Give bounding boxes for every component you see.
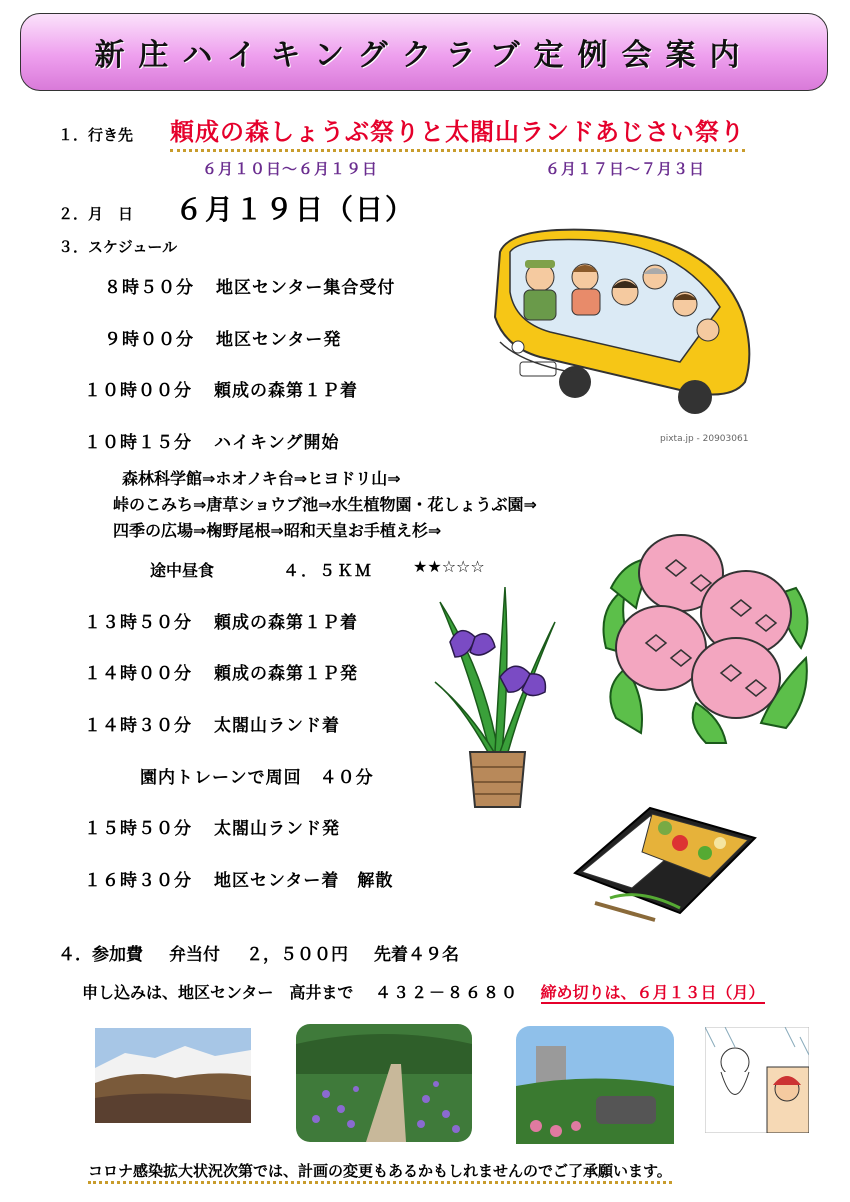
- taikoyama-land-photo: [516, 1026, 674, 1144]
- schedule-desc: 頼成の森第１Ｐ着: [214, 381, 358, 401]
- schedule-row: [104, 273, 395, 298]
- route-line: 森林科学館⇒ホオノキ台⇒ヒヨドリ山⇒: [122, 469, 401, 488]
- schedule-time: １０時００分: [84, 381, 192, 401]
- iris-illustration: [430, 582, 560, 812]
- schedule-row: [84, 376, 358, 401]
- schedule-time: １４時００分: [84, 664, 192, 684]
- schedule-label: ３．スケジュール: [58, 238, 178, 256]
- lunch-label: 途中昼食: [150, 561, 215, 580]
- page-title: 新庄ハイキングクラブ定例会案内: [94, 38, 754, 73]
- hydrangea-illustration: [596, 528, 816, 750]
- date-label: ２．月 日: [58, 205, 134, 223]
- mountain-photo: [95, 1028, 251, 1123]
- apply-text: 申し込みは、地区センター 高井まで: [82, 983, 354, 1002]
- fee-line: [58, 940, 485, 965]
- teru-teru-bozu-illustration: [705, 1027, 809, 1133]
- fee-amount: ２，５００円: [246, 945, 348, 965]
- schedule-row: [84, 866, 393, 891]
- event-name: 頼成の森しょうぶ祭りと太閤山ランドあじさい祭り: [170, 112, 745, 152]
- schedule-time: １５時５０分: [84, 819, 192, 839]
- schedule-row: [84, 428, 340, 453]
- route-line: 四季の広場⇒椈野尾根⇒昭和天皇お手植え杉⇒: [113, 521, 442, 540]
- schedule-desc: 地区センター着 解散: [214, 871, 394, 891]
- difficulty-stars: ★★☆☆☆: [413, 557, 485, 576]
- schedule-desc: 地区センター集合受付: [216, 278, 396, 298]
- schedule-time: １４時３０分: [84, 716, 192, 736]
- schedule-time: ８時５０分: [104, 278, 194, 298]
- schedule-time: １６時３０分: [84, 871, 192, 891]
- deadline: 締め切りは、６月１３日（月）: [540, 983, 765, 1002]
- schedule-time: ９時００分: [104, 330, 194, 350]
- route-line: 峠のこみち⇒唐草ショウブ池⇒水生植物園・花しょうぶ園⇒: [113, 495, 537, 514]
- schedule-desc: 太閤山ランド着: [214, 716, 340, 736]
- schedule-desc: 頼成の森第１Ｐ発: [214, 664, 358, 684]
- schedule-time: １０時１５分: [84, 433, 192, 453]
- event-date: ６月１９日（日）: [175, 193, 416, 226]
- application-line: [82, 980, 765, 1003]
- schedule-row: [104, 325, 341, 350]
- title-banner: [20, 13, 828, 91]
- schedule-row: [84, 608, 358, 633]
- distance: ４．５ＫＭ: [283, 561, 374, 580]
- bus-illustration: [480, 222, 770, 432]
- schedule-desc: 太閤山ランド発: [214, 819, 340, 839]
- train-ride: 園内トレーンで周回 ４０分: [140, 768, 374, 788]
- iris-garden-photo: [296, 1024, 472, 1142]
- fee-label: ４．参加費: [58, 945, 143, 965]
- bento-label: 弁当付: [169, 945, 220, 965]
- schedule-row: [84, 659, 358, 684]
- schedule-desc: ハイキング開始: [214, 433, 340, 453]
- schedule-time: １３時５０分: [84, 613, 192, 633]
- phone-number: ４３２－８６８０: [374, 983, 519, 1002]
- schedule-row: [84, 814, 340, 839]
- period-hydrangea: ６月１７日～７月３日: [545, 160, 706, 178]
- bento-illustration: [570, 788, 760, 928]
- schedule-desc: 地区センター発: [216, 330, 342, 350]
- destination-label: １．行き先: [58, 126, 134, 144]
- period-iris: ６月１０日～６月１９日: [202, 160, 379, 178]
- image-credit: pixta.jp - 20903061: [660, 434, 749, 444]
- schedule-row: [84, 711, 340, 736]
- schedule-desc: 頼成の森第１Ｐ着: [214, 613, 358, 633]
- capacity: 先着４９名: [374, 945, 459, 965]
- footer-notice: コロナ感染拡大状況次第では、計画の変更もあるかもしれませんのでご了承願います。: [88, 1160, 672, 1184]
